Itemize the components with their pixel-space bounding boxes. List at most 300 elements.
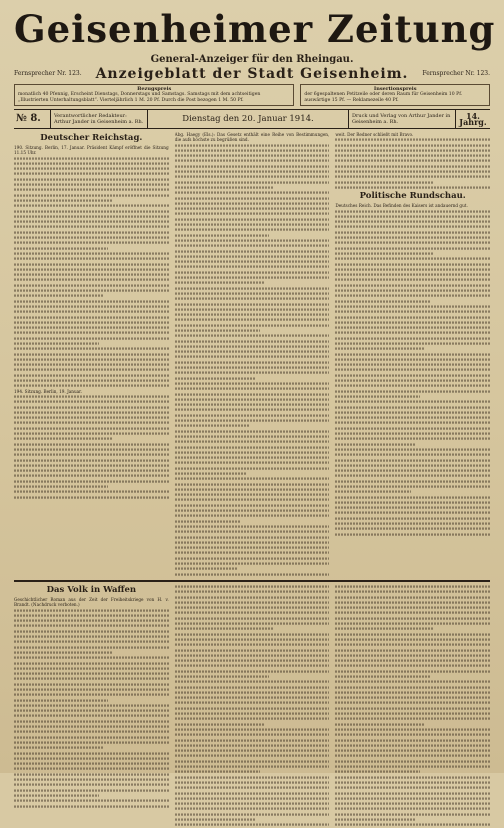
text-line: [14, 157, 169, 159]
text-line: [335, 305, 490, 307]
text-line: [175, 271, 330, 273]
text-line: [175, 728, 330, 730]
text-line: [335, 210, 490, 212]
text-line: [14, 683, 169, 685]
text-line: [335, 480, 490, 482]
text-line: [335, 215, 490, 217]
column-2: [175, 132, 330, 577]
text-line: [175, 510, 330, 512]
text-line: [175, 707, 330, 709]
text-line: [14, 720, 169, 722]
reichstag-intro: 190. Sitzung. Berlin, 17. Januar. Präsident Kämpf eröffnet die Sitzung 11.15 Uhr.: [14, 145, 169, 156]
text-line: [175, 446, 330, 448]
text-line: [175, 750, 330, 752]
text-line: [175, 765, 330, 767]
text-line: [175, 622, 330, 624]
text-line: [335, 380, 490, 382]
text-line: [14, 763, 169, 765]
text-line: [14, 242, 169, 244]
text-line: [335, 289, 490, 291]
text-line: [335, 279, 490, 281]
text-line: [14, 395, 169, 397]
text-line: [175, 382, 330, 384]
text-line: [175, 472, 246, 474]
text-line: [175, 250, 330, 252]
text-line: [335, 612, 490, 614]
issue-date: Dienstag den 20. Januar 1914.: [148, 110, 349, 128]
text-line: [14, 752, 169, 754]
masthead-title: Geisenheimer Zeitung: [14, 7, 496, 51]
text-line: [335, 144, 490, 146]
text-line: [14, 279, 169, 281]
text-line: [14, 443, 169, 445]
text-line: [335, 739, 490, 741]
column-3-body-b: [335, 209, 490, 537]
text-line: [335, 528, 490, 530]
text-line: [175, 675, 269, 677]
text-line: [175, 430, 330, 432]
text-line: [175, 563, 330, 565]
text-line: [175, 324, 330, 326]
text-line: [335, 311, 490, 313]
bezugspreis-title: Bezugspreis: [137, 86, 172, 92]
text-line: [14, 448, 169, 450]
text-line: [14, 173, 169, 175]
text-line: [175, 681, 330, 683]
text-line: [14, 800, 169, 802]
text-line: [175, 552, 330, 554]
text-line: [175, 282, 265, 284]
text-line: [335, 591, 490, 593]
text-line: [14, 252, 169, 254]
text-line: [335, 607, 490, 609]
text-line: [335, 268, 490, 270]
text-line: [175, 176, 330, 178]
text-line: [14, 374, 169, 376]
text-line: [335, 491, 411, 493]
subtitle-general: General-Anzeiger für den Rheingau.: [150, 54, 354, 65]
column-3-body-a: [335, 137, 490, 190]
feuilleton-section: [14, 580, 490, 828]
text-line: [175, 292, 330, 294]
text-line: [14, 475, 169, 477]
text-line: [175, 435, 330, 437]
text-line: [175, 654, 330, 656]
text-line: [14, 641, 169, 643]
text-line: [14, 199, 113, 201]
phone-right: Fernsprecher Nr. 123.: [422, 70, 490, 77]
text-line: [335, 813, 490, 815]
text-line: [14, 635, 169, 637]
text-line: [175, 467, 330, 469]
text-line: [14, 432, 169, 434]
text-line: [335, 221, 490, 223]
text-line: [175, 744, 330, 746]
text-line: [175, 483, 330, 485]
text-line: [175, 160, 330, 162]
text-line: [14, 274, 169, 276]
text-line: [335, 750, 490, 752]
text-line: [14, 305, 169, 307]
text-line: [335, 787, 490, 789]
text-line: [335, 702, 490, 704]
text-line: [14, 609, 169, 611]
text-line: [14, 673, 169, 675]
text-line: [175, 760, 330, 762]
text-line: [335, 353, 490, 355]
text-line: [335, 448, 490, 450]
text-line: [175, 547, 330, 549]
text-line: [14, 226, 169, 228]
text-line: [335, 808, 490, 810]
text-line: [14, 491, 169, 493]
text-line: [335, 160, 490, 162]
feuilleton-body-2: [175, 584, 330, 828]
text-line: [14, 380, 169, 382]
text-line: [335, 337, 490, 339]
text-line: [14, 704, 169, 706]
text-line: [175, 601, 330, 603]
text-line: [175, 372, 330, 374]
text-line: [335, 252, 434, 254]
text-line: [14, 688, 169, 690]
feuilleton-heading: Das Volk in Waffen: [46, 584, 137, 595]
text-line: [335, 401, 490, 403]
text-line: [335, 681, 490, 683]
text-line: [175, 165, 330, 167]
text-line: [335, 644, 490, 646]
text-line: [175, 149, 330, 151]
text-line: [14, 162, 169, 164]
text-line: [335, 596, 490, 598]
text-line: [175, 451, 330, 453]
text-line: [175, 573, 330, 575]
text-line: [335, 464, 490, 466]
text-line: [14, 289, 169, 291]
text-line: [14, 353, 169, 355]
text-line: [14, 406, 169, 408]
text-line: [175, 308, 330, 310]
text-line: [175, 515, 330, 517]
text-line: [14, 237, 169, 239]
text-line: [14, 741, 169, 743]
text-line: [335, 406, 490, 408]
text-line: [175, 628, 274, 630]
text-line: [14, 768, 169, 770]
text-line: [335, 443, 415, 445]
insertionspreis-title: Insertionspreis: [373, 86, 417, 92]
text-line: [335, 149, 490, 151]
text-line: [175, 665, 330, 667]
text-line: [14, 496, 169, 498]
insertionspreis-box: [300, 84, 490, 106]
text-line: [14, 401, 169, 403]
text-line: [175, 239, 330, 241]
text-line: [175, 488, 330, 490]
text-line: [175, 633, 330, 635]
volume-year: 14. Jahrg.: [459, 111, 487, 127]
text-line: [175, 660, 330, 662]
text-line: [335, 744, 490, 746]
text-line: [14, 327, 169, 329]
text-line: [14, 417, 169, 419]
text-line: [175, 813, 330, 815]
text-line: [335, 734, 490, 736]
text-line: [175, 213, 330, 215]
text-line: [14, 348, 169, 350]
text-line: [175, 314, 330, 316]
text-line: [14, 411, 169, 413]
text-line: [175, 591, 330, 593]
text-line: [175, 197, 330, 199]
text-line: [335, 237, 490, 239]
text-line: [14, 464, 169, 466]
text-line: [14, 736, 169, 738]
text-line: [175, 356, 330, 358]
text-line: [335, 155, 490, 157]
text-line: [335, 617, 490, 619]
text-line: [175, 670, 330, 672]
text-line: [14, 784, 169, 786]
text-line: [175, 229, 330, 231]
text-line: [175, 398, 330, 400]
text-line: [175, 255, 330, 257]
subtitle-row: [14, 66, 490, 82]
text-line: [175, 499, 330, 501]
text-line: [335, 165, 490, 167]
text-line: [14, 438, 113, 440]
text-line: [335, 523, 490, 525]
text-line: [175, 781, 330, 783]
text-line: [335, 654, 490, 656]
text-line: [175, 202, 330, 204]
text-line: [14, 778, 169, 780]
text-line: [14, 337, 169, 339]
text-line: [175, 367, 330, 369]
text-line: [335, 781, 490, 783]
insertionspreis-text: der 6gespaltenen Petitzeile oder deren Raum für Geisenheim 10 Pf. auswärtige 15 Pf. — Reklamezeile 40 Pf.: [304, 92, 463, 103]
text-line: [335, 432, 490, 434]
text-line: [175, 340, 330, 342]
text-line: [14, 316, 169, 318]
text-line: [14, 247, 108, 249]
text-line: [335, 226, 490, 228]
text-line: [175, 414, 330, 416]
text-line: [175, 686, 330, 688]
text-line: [14, 726, 169, 728]
dateline-bar: [14, 109, 490, 129]
text-line: [335, 284, 490, 286]
text-line: [175, 287, 330, 289]
text-line: [175, 718, 330, 720]
text-line: [335, 728, 490, 730]
text-line: [335, 358, 490, 360]
text-line: [175, 734, 330, 736]
text-line: [335, 713, 490, 715]
text-line: [175, 478, 330, 480]
text-line: [175, 607, 330, 609]
column-3-intro: weit. Der Redner schließt mit Bravo.: [335, 132, 414, 137]
text-line: [335, 321, 490, 323]
text-line: [14, 427, 169, 429]
text-line: [175, 192, 330, 194]
text-line: [335, 395, 420, 397]
text-line: [335, 803, 490, 805]
text-line: [335, 459, 490, 461]
text-line: [335, 818, 415, 820]
text-line: [175, 525, 330, 527]
text-line: [175, 792, 330, 794]
text-line: [335, 718, 490, 720]
text-line: [14, 221, 169, 223]
text-line: [175, 808, 330, 810]
text-line: [14, 178, 169, 180]
text-line: [335, 247, 490, 249]
text-line: [335, 411, 490, 413]
text-line: [175, 224, 330, 226]
text-line: [175, 276, 330, 278]
text-line: [335, 824, 490, 826]
text-line: [175, 536, 330, 538]
text-line: [175, 303, 330, 305]
text-line: [335, 628, 434, 630]
text-line: [335, 501, 490, 503]
text-line: [335, 242, 490, 244]
text-line: [175, 568, 237, 570]
text-line: [335, 507, 490, 509]
text-line: [175, 155, 330, 157]
text-line: [175, 520, 242, 522]
printer-note: Druck und Verlag von Arthur Jander in Geisenheim a. Rh.: [349, 110, 456, 128]
text-line: [14, 300, 169, 302]
text-line: [335, 485, 490, 487]
text-line: [14, 268, 169, 270]
text-line: [335, 622, 490, 624]
text-line: [335, 665, 490, 667]
text-line: [335, 327, 490, 329]
text-line: [14, 263, 169, 265]
text-line: [14, 311, 169, 313]
column-1: [14, 132, 169, 577]
column-1-body-2: [14, 394, 169, 500]
text-line: [335, 295, 490, 297]
article-columns: [14, 132, 490, 577]
text-line: [14, 480, 169, 482]
text-line: [14, 454, 169, 456]
text-line: [175, 377, 255, 379]
text-line: [175, 638, 330, 640]
text-line: [335, 660, 490, 662]
text-line: [175, 335, 330, 337]
column-2-intro: Abg. Haegy (Els.): Das Gesetz enthält eine Reihe von Bestimmungen, die aufs höchste zu begrüßen sind.: [174, 132, 330, 143]
text-line: [14, 422, 169, 424]
text-line: [14, 364, 169, 366]
text-line: [335, 760, 490, 762]
text-line: [175, 617, 330, 619]
text-line: [175, 462, 330, 464]
text-line: [335, 181, 434, 183]
text-line: [175, 818, 255, 820]
text-line: [335, 369, 490, 371]
text-line: [175, 557, 330, 559]
text-line: [14, 369, 169, 371]
text-line: [175, 208, 330, 210]
text-line: [14, 189, 169, 191]
text-line: [14, 231, 169, 233]
rundschau-heading: Politische Rundschau.: [359, 191, 466, 202]
text-line: [14, 710, 169, 712]
text-line: [14, 678, 169, 680]
text-line: [335, 417, 490, 419]
text-line: [175, 298, 330, 300]
price-info: [14, 84, 490, 106]
text-line: [335, 792, 490, 794]
text-line: [14, 485, 108, 487]
text-line: [14, 358, 169, 360]
text-line: [175, 824, 330, 826]
text-line: [335, 364, 490, 366]
text-line: [14, 385, 169, 387]
feuilleton-col-1: [14, 584, 169, 828]
text-line: [175, 345, 330, 347]
text-line: [175, 531, 330, 533]
text-line: [335, 274, 490, 276]
text-line: [335, 342, 490, 344]
text-line: [335, 776, 490, 778]
rundschau-intro: Deutsches Reich. Das Befinden des Kaisers ist andauernd gut.: [335, 203, 468, 209]
text-line: [335, 697, 490, 699]
text-line: [175, 319, 330, 321]
text-line: [14, 470, 169, 472]
text-line: [335, 496, 490, 498]
text-line: [175, 186, 274, 188]
column-3: [335, 132, 490, 577]
text-line: [14, 757, 169, 759]
text-line: [14, 295, 104, 297]
text-line: [335, 374, 490, 376]
text-line: [14, 215, 169, 217]
text-line: [14, 789, 169, 791]
text-line: [175, 218, 330, 220]
text-line: [175, 388, 330, 390]
text-line: [175, 441, 330, 443]
text-line: [335, 258, 490, 260]
text-line: [175, 702, 330, 704]
text-line: [335, 186, 490, 188]
text-line: [335, 675, 429, 677]
editor-note: Verantwortlicher Redakteur: Arthur Jander in Geisenheim a. Rh.: [51, 110, 148, 128]
text-line: [335, 300, 429, 302]
text-line: [335, 633, 490, 635]
column-2-body: [175, 143, 330, 577]
text-line: [335, 585, 490, 587]
subtitle-anzeigeblatt: Anzeigeblatt der Stadt Geisenheim.: [95, 66, 409, 82]
text-line: [175, 504, 330, 506]
text-line: [175, 776, 330, 778]
text-line: [175, 644, 330, 646]
bezugspreis-box: [14, 84, 294, 106]
text-line: [14, 657, 169, 659]
text-line: [335, 263, 490, 265]
text-line: [14, 194, 169, 196]
text-line: [175, 494, 330, 496]
text-line: [335, 454, 490, 456]
text-line: [14, 805, 169, 807]
text-line: [14, 667, 169, 669]
text-line: [335, 755, 490, 757]
text-line: [14, 620, 169, 622]
column-1-body: [14, 156, 169, 389]
